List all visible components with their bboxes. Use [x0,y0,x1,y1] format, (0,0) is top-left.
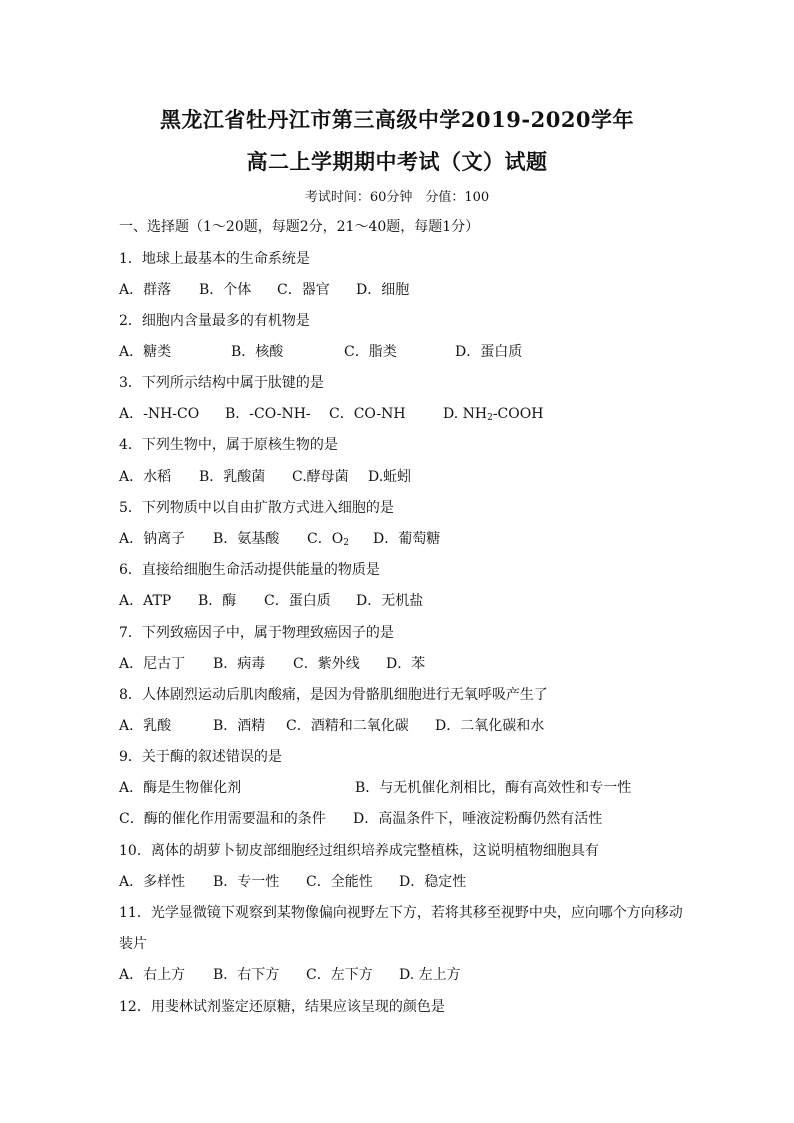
option: C.酵母菌 [292,469,349,485]
option: A．尼古丁 [119,656,186,672]
option: D. 左上方 [399,967,461,983]
option: D.蚯蚓 [368,469,412,485]
option: A．乳酸 [119,718,172,734]
option: A．群落 [119,282,172,298]
subscript: 2 [343,538,349,548]
option: A．酶是生物催化剂 [119,780,242,796]
question-stem: 7．下列致癌因子中，属于物理致癌因子的是 [119,625,394,641]
option: D．高温条件下，唾液淀粉酶仍然有活性 [353,811,603,827]
option: B．氨基酸 [213,531,280,547]
option: C．全能性 [306,874,373,890]
option: C．器官 [277,282,330,298]
section-heading: 一、选择题（1～20题，每题2分，21～40题，每题1分） [119,219,480,235]
option: D．二氧化碳和水 [435,718,545,734]
option: D．细胞 [356,282,410,298]
question-stem: 8．人体剧烈运动后肌肉酸痛，是因为骨骼肌细胞进行无氧呼吸产生了 [119,687,548,703]
option: C．紫外线 [293,656,360,672]
option: D．苯 [386,656,426,672]
question-stem: 4．下列生物中，属于原核生物的是 [119,437,338,453]
exam-title-line1: 黑龙江省牡丹江市第三高级中学2019-2020学年 [159,107,635,132]
option: C．酒精和二氧化碳 [286,718,409,734]
option: B．个体 [199,282,252,298]
option: A．-NH-CO [119,406,200,422]
question-stem: 6．直接给细胞生命活动提供能量的物质是 [119,562,380,578]
option: D．蛋白质 [455,344,523,360]
option: C．酶的催化作用需要温和的条件 [119,811,326,827]
option: B．酒精 [213,718,266,734]
question-stem: 3．下列所示结构中属于肽键的是 [119,375,324,391]
option: B．-CO-NH- [225,406,311,422]
question-stem: 1．地球上最基本的生命系统是 [119,251,310,267]
option: C．左下方 [306,967,373,983]
option: B．乳酸菌 [199,469,266,485]
option: A．糖类 [119,344,172,360]
question-stem-continued: 装片 [119,936,147,952]
option: A．多样性 [119,874,186,890]
question-stem: 12．用斐林试剂鉴定还原糖，结果应该呈现的颜色是 [119,999,445,1015]
option: B．酶 [198,593,237,609]
option-o2: C．$O_2$ [307,531,349,548]
option: B．与无机催化剂相比，酶有高效性和专一性 [355,780,632,796]
exam-info: 考试时间：60分钟 分值：100 [304,190,490,205]
option: D．无机盐 [356,593,424,609]
option: A．钠离子 [119,531,186,547]
option: C．CO-NH [329,406,406,422]
question-stem: 2．细胞内含量最多的有机物是 [119,313,310,329]
option: B．右下方 [213,967,280,983]
option: D．葡萄糖 [373,531,441,547]
option: C．蛋白质 [264,593,331,609]
option: C．脂类 [344,344,397,360]
question-stem: 9．关于酶的叙述错误的是 [119,749,282,765]
option: B．专一性 [213,874,280,890]
option-nh2-cooh: D. $NH_2$-COOH [443,406,544,423]
option: B．核酸 [231,344,284,360]
exam-title-line2: 高二上学期期中考试（文）试题 [246,149,548,174]
question-stem: 10．离体的胡萝卜韧皮部细胞经过组织培养成完整植株，这说明植物细胞具有 [119,843,599,859]
option: B．病毒 [213,656,266,672]
option: D．稳定性 [399,874,467,890]
option: A．ATP [119,593,172,609]
subscript: 2 [487,413,493,423]
question-stem: 5．下列物质中以自由扩散方式进入细胞的是 [119,500,394,516]
question-stem: 11．光学显微镜下观察到某物像偏向视野左下方，若将其移至视野中央，应向哪个方向移动 [119,905,683,921]
option: A．水稻 [119,469,172,485]
option: A．右上方 [119,967,186,983]
